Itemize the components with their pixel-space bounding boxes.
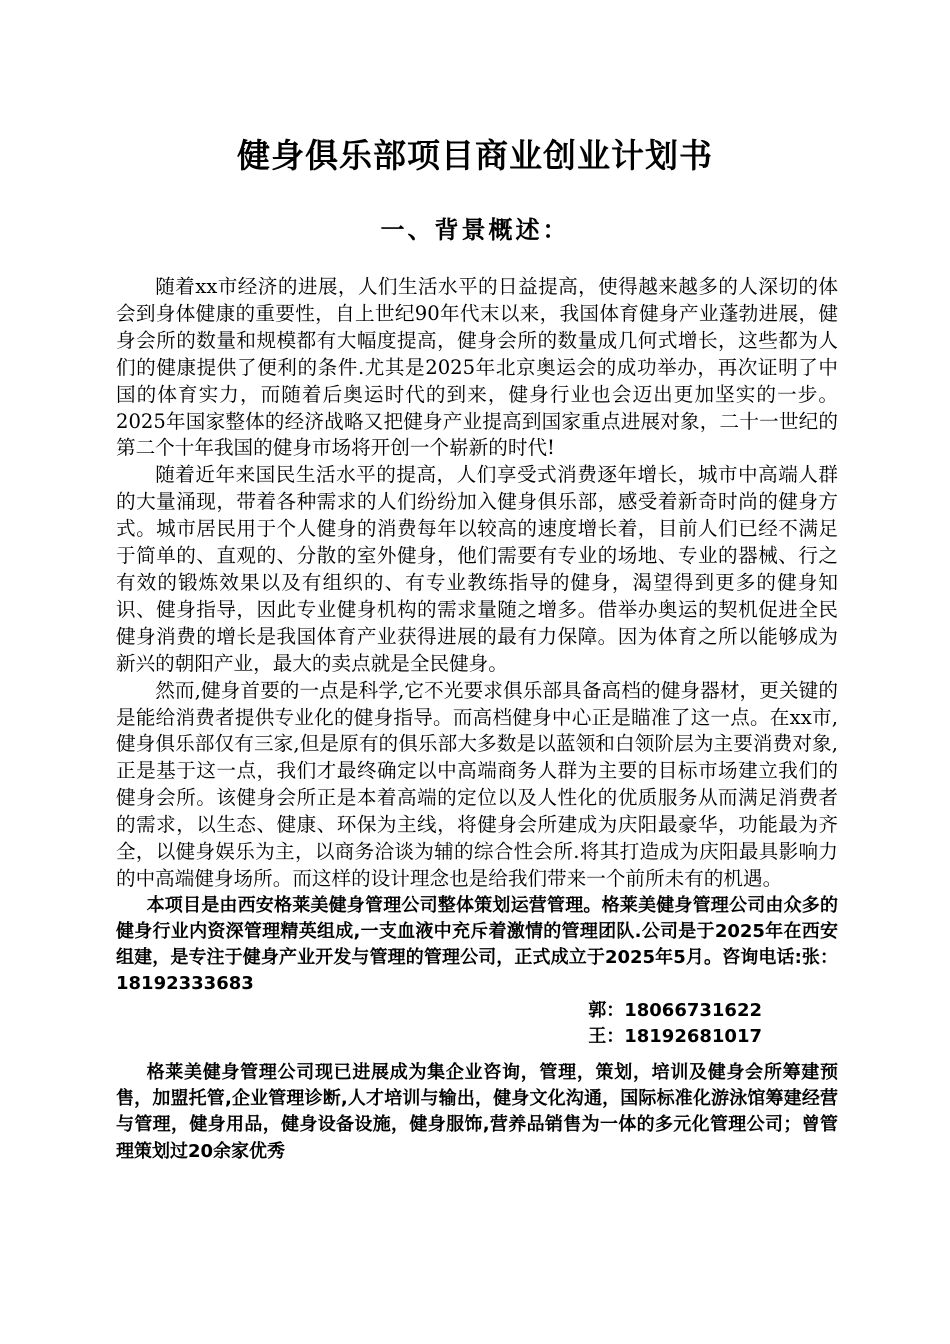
background-paragraph-1: 随着xx市经济的进展，人们生活水平的日益提高，使得越来越多的人深切的体会到身体健康的重要性，自上世纪90年代末以来，我国体育健身产业蓬勃进展，健身会所的数量和规模都有大幅度提高，健身会所的数量成几何式增长，这些都为人们的健康提供了便利的条件.尤其是2025年北京奥运会的成功举办，再次证明了中国的体育实力，而随着后奥运时代的到来，健身行业也会迈出更加坚实的一步。2025年国家整体的经济战略又把健身产业提高到国家重点进展对象，二十一世纪的第二个十年我国的健身市场将开创一个崭新的时代! bbox=[116, 275, 838, 460]
company-section bbox=[116, 893, 838, 1165]
company-paragraph: 本项目是由西安格莱美健身管理公司整体策划运营管理。格莱美健身管理公司由众多的健身行业内资深管理精英组成,一支血液中充斥着激情的管理团队.公司是于2025年在西安组建，是专注于健身产业开发与管理的管理公司，正式成立于2025年5月。咨询电话:张：18192333683 bbox=[116, 894, 838, 995]
background-paragraph-3: 然而,健身首要的一点是科学,它不光要求俱乐部具备高档的健身器材，更关键的是能给消费者提供专业化的健身指导。而高档健身中心正是瞄准了这一点。在xx市,健身俱乐部仅有三家,但是原有的俱乐部大多数是以蓝领和白领阶层为主要消费对象,正是基于这一点，我们才最终确定以中高端商务人群为主要的目标市场建立我们的健身会所。该健身会所正是本着高端的定位以及人性化的优质服务从而满足消费者的需求，以生态、健康、环保为主线，将健身会所建成为庆阳最豪华，功能最为齐全，以健身娱乐为主，以商务洽谈为辅的综合性会所.将其打造成为庆阳最具影响力的中高端健身场所。而这样的设计理念也是给我们带来一个前所未有的机遇。 bbox=[116, 678, 838, 890]
document-body bbox=[116, 274, 838, 1165]
page-title: 健身俱乐部项目商业创业计划书 bbox=[237, 136, 713, 175]
background-paragraph-2: 随着近年来国民生活水平的提高，人们享受式消费逐年增长，城市中高端人群的大量涌现，带着各种需求的人们纷纷加入健身俱乐部，感受着新奇时尚的健身方式。城市居民用于个人健身的消费每年以较高的速度增长着，目前人们已经不满足于简单的、直观的、分散的室外健身，他们需要有专业的场地、专业的器械、行之有效的锻炼效果以及有组织的、有专业教练指导的健身，渴望得到更多的健身知识、健身指导，因此专业健身机构的需求量随之增多。借举办奥运的契机促进全民健身消费的增长是我国体育产业获得进展的最有力保障。因为体育之所以能够成为新兴的朝阳产业，最大的卖点就是全民健身。 bbox=[116, 463, 838, 675]
contact-phone-guo: 郭：18066731622 bbox=[588, 999, 762, 1021]
contact-phone-wang: 王：18192681017 bbox=[588, 1025, 762, 1047]
section-heading: 一、背景概述： bbox=[380, 216, 570, 244]
services-paragraph: 格莱美健身管理公司现已进展成为集企业咨询，管理，策划，培训及健身会所筹建预售，加盟托管,企业管理诊断,人才培训与输出，健身文化沟通，国际标准化游泳馆筹建经营与管理，健身用品，健身设备设施，健身服饰,营养品销售为一体的多元化管理公司；曾管理策划过20余家优秀 bbox=[116, 1062, 838, 1162]
